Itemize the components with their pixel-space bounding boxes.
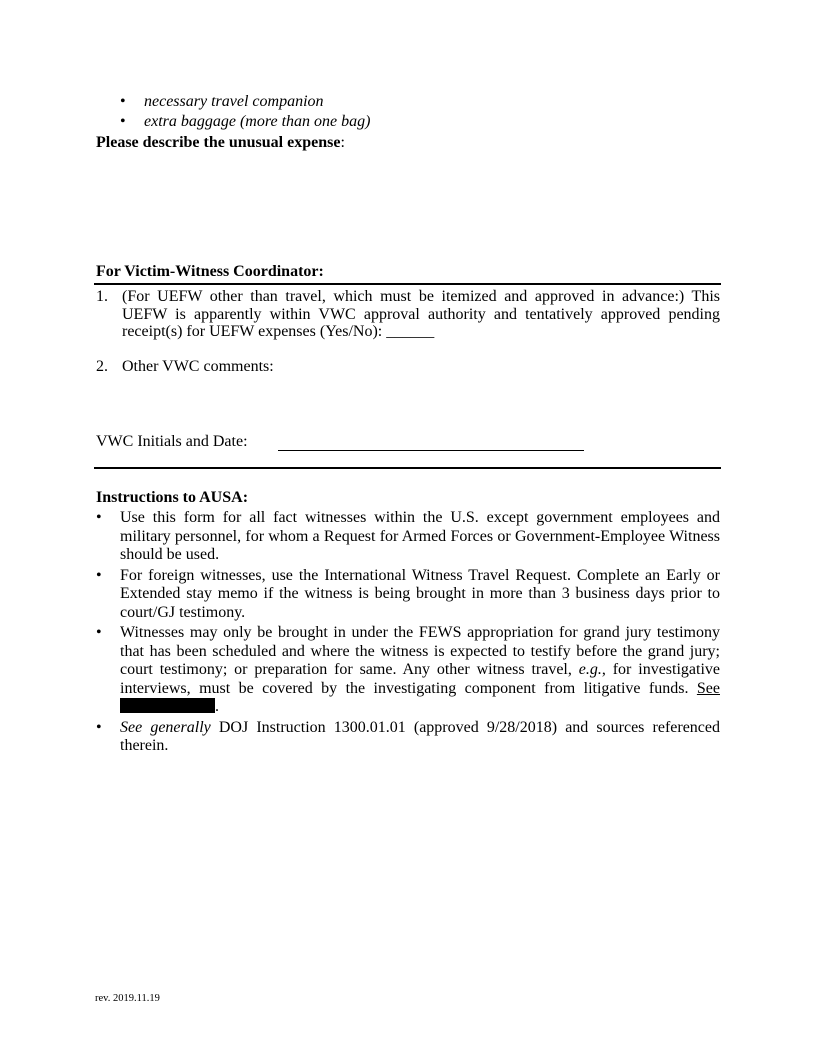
list-item <box>96 719 720 756</box>
uefw-approval-text <box>122 288 720 341</box>
section-divider <box>94 467 721 469</box>
describe-expense-colon: : <box>340 134 345 151</box>
sentence-period: . <box>215 698 219 715</box>
redaction-box <box>120 698 215 713</box>
bullet-icon: • <box>120 113 126 130</box>
bullet-icon: • <box>96 718 102 736</box>
see-generally-italic: See generally <box>120 718 211 736</box>
describe-expense-bold-text: Please describe the unusual expense <box>96 134 341 151</box>
instruction-text: Use this form for all fact witnesses within the U.S. except government employees and military personnel, for whom a Request for Armed Forces or Government-Employee Witness should be used. <box>120 509 720 563</box>
vwc-initials-label: VWC Initials and Date: <box>96 433 248 450</box>
expense-bullet-list <box>96 92 720 132</box>
expense-bullet-text: extra baggage (more than one bag) <box>144 113 371 130</box>
footer-revision: rev. 2019.11.19 <box>95 993 160 1004</box>
list-item <box>96 92 720 112</box>
yes-no-blank[interactable]: ______ <box>386 323 435 341</box>
expense-bullet-text: necessary travel companion <box>144 93 324 110</box>
ausa-instructions-heading: Instructions to AUSA: <box>96 489 249 506</box>
item-number: 1. <box>96 288 108 305</box>
fews-text-part2: , for investigative interviews, must be covered by the investigating component from litigative funds. <box>120 661 720 697</box>
describe-expense-label <box>96 134 720 152</box>
list-item <box>96 567 720 623</box>
list-item <box>96 624 720 717</box>
instruction-text: For foreign witnesses, use the International Witness Travel Request. Complete an Early or Extended stay memo if the witness is being brought in more than 3 business days prior to court/GJ testimony. <box>120 566 720 621</box>
vwc-comments-item <box>96 358 720 376</box>
section-divider <box>94 283 721 285</box>
bullet-icon: • <box>120 93 126 110</box>
fews-text-part1: Witnesses may only be brought in under the FEWS appropriation for grand jury testimony that has been scheduled and where the witness is expected to testify before the grand jury; court testimony; or preparation for same. Any other witness travel, <box>120 624 720 678</box>
see-reference: See <box>696 679 720 697</box>
uefw-approval-sentence: (For UEFW other than travel, which must be itemized and approved in advance:) This UEFW is apparently within VWC approval authority and tentatively approved pending receipt(s) for UEFW expenses (Yes/No): <box>122 288 720 341</box>
instruction-text <box>120 624 720 717</box>
item-number: 2. <box>96 358 108 375</box>
uefw-approval-item <box>96 288 720 341</box>
vwc-comments-text: Other VWC comments: <box>122 358 274 375</box>
eg-abbreviation: e.g. <box>578 661 602 678</box>
list-item <box>96 509 720 565</box>
vwc-section-heading: For Victim-Witness Coordinator: <box>96 263 324 280</box>
ausa-instructions-list <box>96 509 720 758</box>
vwc-initials-line[interactable] <box>278 433 584 451</box>
vwc-initials-row <box>96 433 720 451</box>
bullet-icon: • <box>96 566 102 584</box>
instruction-text <box>120 719 720 756</box>
bullet-icon: • <box>96 624 102 641</box>
list-item <box>96 112 720 132</box>
doj-instruction-text: DOJ Instruction 1300.01.01 (approved 9/28/2018) and sources referenced therein. <box>120 718 721 754</box>
bullet-icon: • <box>96 509 102 526</box>
